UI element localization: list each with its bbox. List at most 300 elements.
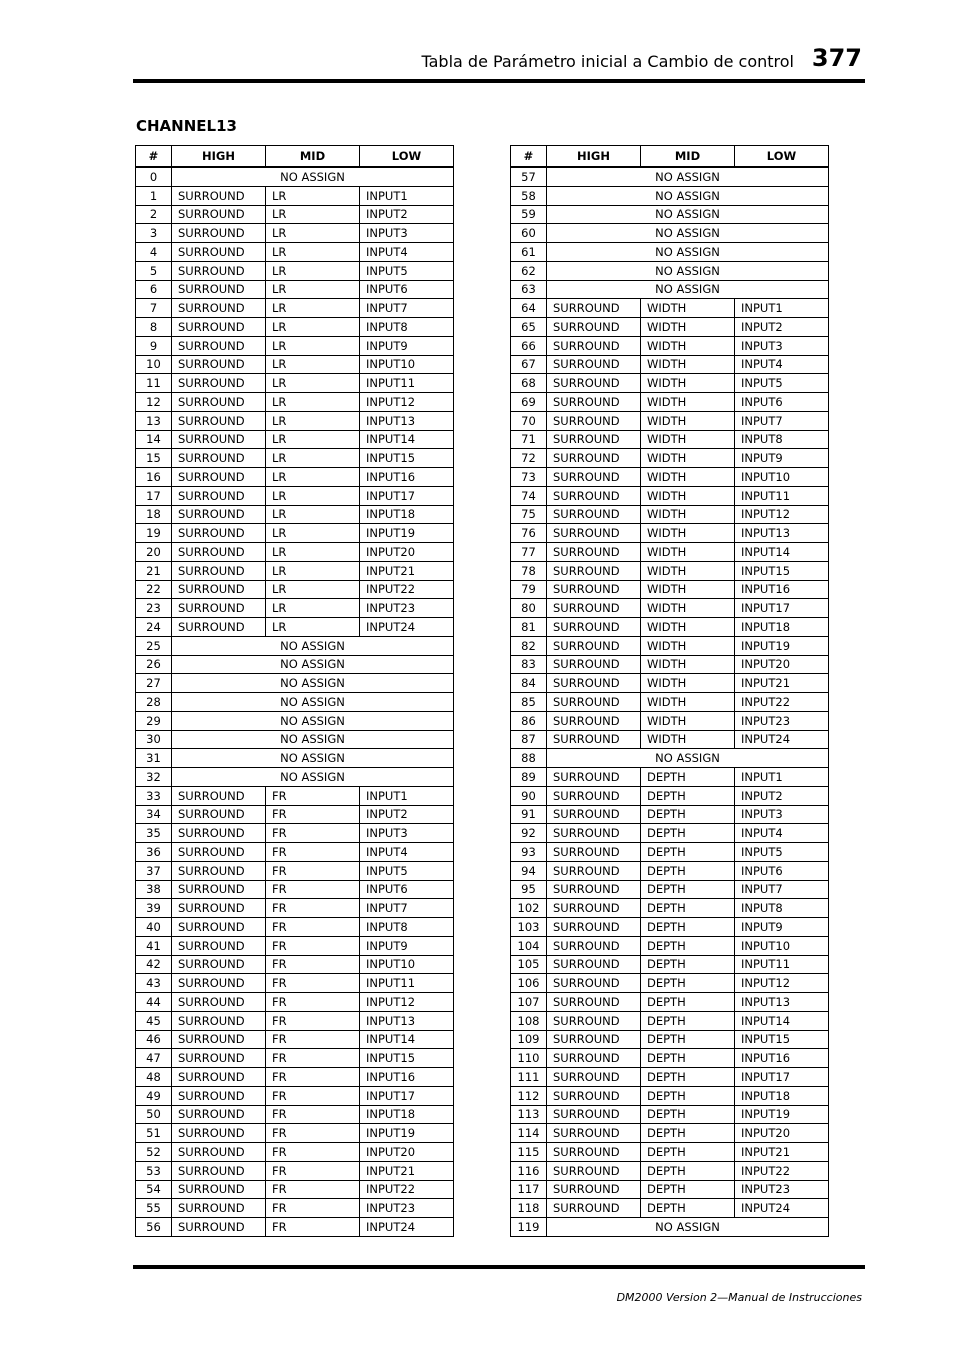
cell-low: INPUT6 [735, 861, 829, 880]
cell-high: SURROUND [547, 880, 641, 899]
cell-low: INPUT12 [360, 993, 454, 1012]
table-row [136, 318, 454, 337]
cell-high: SURROUND [172, 1124, 266, 1143]
cell-number: 55 [136, 1199, 172, 1218]
table-row [511, 786, 829, 805]
table-row [511, 693, 829, 712]
table-row [136, 280, 454, 299]
header-title: Tabla de Parámetro inicial a Cambio de control [421, 52, 794, 71]
cell-number: 78 [511, 561, 547, 580]
cell-high: SURROUND [547, 674, 641, 693]
cell-low: INPUT4 [735, 355, 829, 374]
cell-number: 90 [511, 786, 547, 805]
cell-number: 39 [136, 899, 172, 918]
cell-low: INPUT4 [360, 843, 454, 862]
cell-number: 42 [136, 955, 172, 974]
cell-number: 64 [511, 299, 547, 318]
cell-number: 4 [136, 243, 172, 262]
cell-low: INPUT2 [360, 805, 454, 824]
cell-number: 73 [511, 468, 547, 487]
cell-high: SURROUND [172, 955, 266, 974]
cell-high: SURROUND [547, 468, 641, 487]
cell-number: 67 [511, 355, 547, 374]
cell-mid: FR [266, 1161, 360, 1180]
cell-low: INPUT22 [735, 1161, 829, 1180]
cell-high: SURROUND [172, 430, 266, 449]
cell-mid: FR [266, 1105, 360, 1124]
cell-mid: DEPTH [641, 1011, 735, 1030]
cell-low: INPUT19 [360, 524, 454, 543]
cell-number: 25 [136, 636, 172, 655]
table-row [136, 693, 454, 712]
cell-number: 118 [511, 1199, 547, 1218]
cell-number: 88 [511, 749, 547, 768]
cell-mid: DEPTH [641, 918, 735, 937]
cell-number: 94 [511, 861, 547, 880]
cell-mid: FR [266, 843, 360, 862]
cell-high: SURROUND [172, 543, 266, 562]
cell-number: 33 [136, 786, 172, 805]
table-row [136, 936, 454, 955]
cell-high: SURROUND [547, 1049, 641, 1068]
cell-number: 91 [511, 805, 547, 824]
cell-high: SURROUND [172, 993, 266, 1012]
cell-number: 37 [136, 861, 172, 880]
cell-low: INPUT20 [360, 543, 454, 562]
cell-mid: WIDTH [641, 618, 735, 637]
cell-low: INPUT17 [735, 599, 829, 618]
cell-low: INPUT11 [360, 374, 454, 393]
cell-no-assign: NO ASSIGN [547, 205, 829, 224]
cell-number: 18 [136, 505, 172, 524]
cell-number: 2 [136, 205, 172, 224]
table-row [136, 618, 454, 637]
section-title: CHANNEL13 [136, 117, 237, 135]
cell-low: INPUT12 [735, 974, 829, 993]
cell-low: INPUT23 [360, 1199, 454, 1218]
cell-high: SURROUND [172, 936, 266, 955]
cell-low: INPUT18 [735, 1086, 829, 1105]
cell-number: 81 [511, 618, 547, 637]
table-header-row [136, 146, 454, 168]
cell-number: 85 [511, 693, 547, 712]
cell-mid: FR [266, 824, 360, 843]
cell-high: SURROUND [172, 374, 266, 393]
cell-low: INPUT1 [735, 299, 829, 318]
cell-no-assign: NO ASSIGN [547, 261, 829, 280]
table-row [136, 1105, 454, 1124]
table-row [511, 899, 829, 918]
table-row [136, 1068, 454, 1087]
cell-high: SURROUND [547, 843, 641, 862]
cell-mid: DEPTH [641, 936, 735, 955]
cell-high: SURROUND [172, 468, 266, 487]
table-row [511, 505, 829, 524]
cell-number: 60 [511, 224, 547, 243]
cell-low: INPUT17 [735, 1068, 829, 1087]
table-row [136, 561, 454, 580]
cell-low: INPUT12 [360, 393, 454, 412]
cell-mid: FR [266, 955, 360, 974]
cell-mid: WIDTH [641, 449, 735, 468]
cell-high: SURROUND [547, 449, 641, 468]
cell-number: 23 [136, 599, 172, 618]
table-row [136, 224, 454, 243]
table-row [136, 786, 454, 805]
cell-high: SURROUND [547, 486, 641, 505]
cell-low: INPUT22 [360, 580, 454, 599]
cell-number: 27 [136, 674, 172, 693]
cell-low: INPUT11 [360, 974, 454, 993]
cell-high: SURROUND [547, 786, 641, 805]
cell-low: INPUT1 [735, 768, 829, 787]
table-row [511, 524, 829, 543]
cell-number: 7 [136, 299, 172, 318]
cell-mid: DEPTH [641, 1068, 735, 1087]
table-row [136, 636, 454, 655]
cell-mid: DEPTH [641, 993, 735, 1012]
cell-number: 114 [511, 1124, 547, 1143]
cell-mid: FR [266, 1199, 360, 1218]
cell-low: INPUT11 [735, 955, 829, 974]
cell-number: 110 [511, 1049, 547, 1068]
cell-number: 86 [511, 711, 547, 730]
cell-mid: LR [266, 224, 360, 243]
cell-low: INPUT21 [735, 1143, 829, 1162]
cell-number: 58 [511, 186, 547, 205]
cell-mid: WIDTH [641, 505, 735, 524]
table-row [511, 411, 829, 430]
cell-number: 106 [511, 974, 547, 993]
cell-mid: DEPTH [641, 1199, 735, 1218]
cell-high: SURROUND [172, 1180, 266, 1199]
cell-mid: WIDTH [641, 468, 735, 487]
cell-mid: LR [266, 524, 360, 543]
cell-mid: FR [266, 1068, 360, 1087]
table-row [511, 280, 829, 299]
cell-number: 22 [136, 580, 172, 599]
cell-mid: DEPTH [641, 1030, 735, 1049]
column-header-high: HIGH [547, 146, 641, 168]
cell-low: INPUT1 [360, 186, 454, 205]
cell-number: 66 [511, 336, 547, 355]
cell-high: SURROUND [172, 243, 266, 262]
table-row [136, 355, 454, 374]
cell-high: SURROUND [172, 524, 266, 543]
cell-low: INPUT16 [735, 580, 829, 599]
cell-mid: LR [266, 618, 360, 637]
table-row [136, 299, 454, 318]
table-row [511, 1124, 829, 1143]
cell-low: INPUT23 [735, 711, 829, 730]
table-row [511, 974, 829, 993]
cell-number: 115 [511, 1143, 547, 1162]
table-row [136, 599, 454, 618]
cell-high: SURROUND [547, 1143, 641, 1162]
table-row [511, 336, 829, 355]
cell-low: INPUT17 [360, 486, 454, 505]
table-row [136, 861, 454, 880]
cell-number: 26 [136, 655, 172, 674]
table-row [136, 1218, 454, 1237]
table-row [136, 899, 454, 918]
table-body-left [136, 167, 454, 1236]
cell-number: 70 [511, 411, 547, 430]
table-row [136, 655, 454, 674]
cell-mid: WIDTH [641, 599, 735, 618]
cell-no-assign: NO ASSIGN [172, 636, 454, 655]
cell-high: SURROUND [547, 1086, 641, 1105]
cell-high: SURROUND [172, 205, 266, 224]
cell-mid: LR [266, 336, 360, 355]
cell-high: SURROUND [172, 805, 266, 824]
cell-mid: FR [266, 1218, 360, 1237]
cell-no-assign: NO ASSIGN [172, 730, 454, 749]
table-row [136, 711, 454, 730]
cell-number: 12 [136, 393, 172, 412]
cell-number: 112 [511, 1086, 547, 1105]
table-row [136, 730, 454, 749]
column-header-low: LOW [360, 146, 454, 168]
table-row [136, 205, 454, 224]
cell-mid: WIDTH [641, 543, 735, 562]
cell-low: INPUT10 [735, 936, 829, 955]
table-row [511, 355, 829, 374]
cell-mid: DEPTH [641, 1086, 735, 1105]
table-body-right [511, 167, 829, 1236]
cell-low: INPUT8 [360, 318, 454, 337]
cell-low: INPUT14 [735, 543, 829, 562]
cell-mid: LR [266, 599, 360, 618]
table-row [136, 1049, 454, 1068]
cell-high: SURROUND [172, 411, 266, 430]
cell-low: INPUT15 [360, 1049, 454, 1068]
cell-low: INPUT10 [360, 955, 454, 974]
cell-mid: LR [266, 261, 360, 280]
cell-no-assign: NO ASSIGN [547, 186, 829, 205]
cell-low: INPUT11 [735, 486, 829, 505]
cell-low: INPUT14 [735, 1011, 829, 1030]
cell-mid: WIDTH [641, 711, 735, 730]
cell-low: INPUT9 [735, 918, 829, 937]
parameter-table-right [510, 145, 829, 1237]
column-header-low: LOW [735, 146, 829, 168]
table-row [136, 768, 454, 787]
cell-number: 102 [511, 899, 547, 918]
table-row [136, 543, 454, 562]
cell-number: 82 [511, 636, 547, 655]
cell-number: 89 [511, 768, 547, 787]
table-row [511, 824, 829, 843]
cell-number: 62 [511, 261, 547, 280]
cell-number: 84 [511, 674, 547, 693]
cell-low: INPUT24 [360, 618, 454, 637]
cell-number: 38 [136, 880, 172, 899]
cell-number: 32 [136, 768, 172, 787]
cell-mid: FR [266, 1030, 360, 1049]
cell-low: INPUT15 [735, 561, 829, 580]
cell-high: SURROUND [547, 505, 641, 524]
cell-high: SURROUND [172, 318, 266, 337]
cell-number: 53 [136, 1161, 172, 1180]
cell-number: 43 [136, 974, 172, 993]
cell-number: 44 [136, 993, 172, 1012]
cell-low: INPUT15 [360, 449, 454, 468]
cell-high: SURROUND [172, 974, 266, 993]
table-row [136, 843, 454, 862]
cell-high: SURROUND [172, 299, 266, 318]
cell-low: INPUT2 [735, 786, 829, 805]
table-row [136, 1086, 454, 1105]
table-row [511, 918, 829, 937]
cell-no-assign: NO ASSIGN [547, 224, 829, 243]
cell-mid: WIDTH [641, 318, 735, 337]
cell-high: SURROUND [547, 580, 641, 599]
table-row [136, 374, 454, 393]
cell-mid: WIDTH [641, 393, 735, 412]
table-row [511, 1068, 829, 1087]
cell-low: INPUT19 [735, 1105, 829, 1124]
cell-low: INPUT10 [360, 355, 454, 374]
cell-mid: FR [266, 974, 360, 993]
cell-no-assign: NO ASSIGN [172, 693, 454, 712]
cell-high: SURROUND [547, 411, 641, 430]
cell-high: SURROUND [172, 505, 266, 524]
cell-high: SURROUND [547, 1030, 641, 1049]
cell-mid: WIDTH [641, 580, 735, 599]
cell-mid: FR [266, 1011, 360, 1030]
cell-mid: LR [266, 355, 360, 374]
cell-low: INPUT18 [360, 505, 454, 524]
table-row [136, 955, 454, 974]
table-row [511, 205, 829, 224]
cell-high: SURROUND [172, 1049, 266, 1068]
table-row [136, 1124, 454, 1143]
cell-number: 11 [136, 374, 172, 393]
cell-high: SURROUND [547, 1068, 641, 1087]
table-row [511, 1030, 829, 1049]
cell-high: SURROUND [547, 318, 641, 337]
cell-no-assign: NO ASSIGN [547, 749, 829, 768]
cell-number: 28 [136, 693, 172, 712]
cell-number: 63 [511, 280, 547, 299]
cell-low: INPUT7 [360, 899, 454, 918]
column-header-mid: MID [641, 146, 735, 168]
cell-high: SURROUND [172, 880, 266, 899]
cell-mid: DEPTH [641, 843, 735, 862]
cell-mid: LR [266, 186, 360, 205]
cell-number: 92 [511, 824, 547, 843]
cell-high: SURROUND [172, 393, 266, 412]
cell-number: 6 [136, 280, 172, 299]
cell-high: SURROUND [172, 280, 266, 299]
table-row [511, 711, 829, 730]
table-row [136, 393, 454, 412]
cell-mid: WIDTH [641, 524, 735, 543]
table-row [511, 1161, 829, 1180]
cell-mid: DEPTH [641, 1105, 735, 1124]
cell-low: INPUT18 [735, 618, 829, 637]
cell-mid: WIDTH [641, 411, 735, 430]
table-row [136, 1199, 454, 1218]
cell-high: SURROUND [172, 824, 266, 843]
parameter-table-left [135, 145, 454, 1237]
cell-mid: LR [266, 411, 360, 430]
cell-number: 16 [136, 468, 172, 487]
cell-low: INPUT3 [360, 224, 454, 243]
cell-mid: LR [266, 280, 360, 299]
cell-mid: WIDTH [641, 636, 735, 655]
cell-number: 79 [511, 580, 547, 599]
cell-mid: DEPTH [641, 974, 735, 993]
table-row [511, 730, 829, 749]
table-row [511, 1218, 829, 1237]
cell-number: 83 [511, 655, 547, 674]
cell-high: SURROUND [172, 1030, 266, 1049]
table-row [511, 243, 829, 262]
cell-no-assign: NO ASSIGN [172, 167, 454, 186]
cell-number: 80 [511, 599, 547, 618]
cell-low: INPUT17 [360, 1086, 454, 1105]
cell-low: INPUT7 [360, 299, 454, 318]
table-row [511, 374, 829, 393]
cell-mid: FR [266, 786, 360, 805]
cell-low: INPUT8 [360, 918, 454, 937]
table-row [511, 768, 829, 787]
cell-number: 52 [136, 1143, 172, 1162]
cell-low: INPUT13 [735, 524, 829, 543]
table-row [511, 299, 829, 318]
cell-number: 17 [136, 486, 172, 505]
cell-number: 40 [136, 918, 172, 937]
cell-high: SURROUND [547, 824, 641, 843]
cell-low: INPUT20 [735, 655, 829, 674]
cell-high: SURROUND [172, 355, 266, 374]
cell-low: INPUT3 [360, 824, 454, 843]
cell-low: INPUT20 [735, 1124, 829, 1143]
table-row [511, 167, 829, 186]
cell-number: 19 [136, 524, 172, 543]
cell-mid: LR [266, 561, 360, 580]
table-row [136, 974, 454, 993]
cell-high: SURROUND [547, 543, 641, 562]
table-row [511, 880, 829, 899]
table-row [511, 674, 829, 693]
cell-low: INPUT5 [360, 861, 454, 880]
table-row [511, 449, 829, 468]
table-row [136, 505, 454, 524]
cell-low: INPUT2 [360, 205, 454, 224]
table-row [511, 618, 829, 637]
cell-mid: LR [266, 580, 360, 599]
cell-number: 34 [136, 805, 172, 824]
table-row [136, 674, 454, 693]
cell-number: 30 [136, 730, 172, 749]
cell-high: SURROUND [547, 524, 641, 543]
table-row [511, 1199, 829, 1218]
table-row [511, 843, 829, 862]
table-row [136, 749, 454, 768]
table-row [511, 224, 829, 243]
cell-no-assign: NO ASSIGN [172, 674, 454, 693]
cell-high: SURROUND [547, 918, 641, 937]
column-header-mid: MID [266, 146, 360, 168]
cell-low: INPUT21 [735, 674, 829, 693]
cell-high: SURROUND [547, 374, 641, 393]
table-row [511, 805, 829, 824]
cell-low: INPUT16 [360, 468, 454, 487]
cell-low: INPUT4 [735, 824, 829, 843]
